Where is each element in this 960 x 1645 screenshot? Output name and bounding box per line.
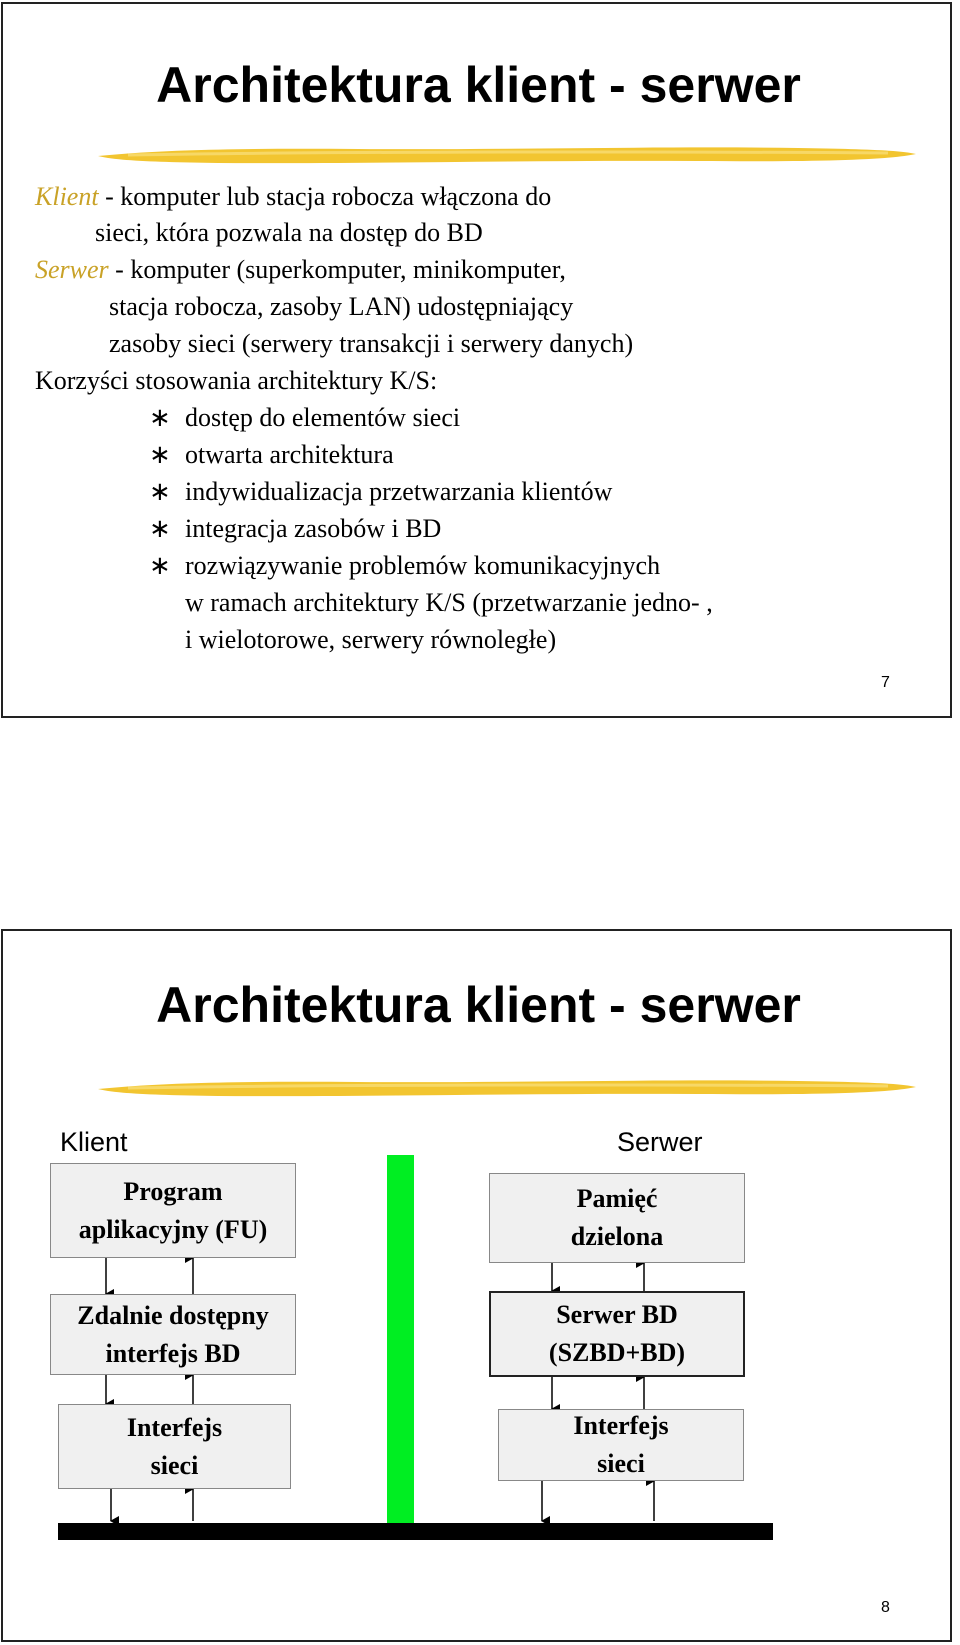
paragraph-line: stacja robocza, zasoby LAN) udostępniający <box>109 292 574 321</box>
slide-7 <box>1 2 952 718</box>
server-box-shared-memory: Pamięć dzielona <box>489 1173 745 1263</box>
client-box-db-interface: Zdalnie dostępny interfejs BD <box>50 1294 296 1375</box>
client-label: Klient <box>60 1127 128 1157</box>
term-serwer: Serwer <box>35 255 109 284</box>
bullet-continuation: i wielotorowe, serwery równoległe) <box>185 625 557 654</box>
highlight-underline <box>98 140 918 170</box>
bullet-marker: ∗ <box>149 477 171 506</box>
bullet-item: indywidualizacja przetwarzania klientów <box>185 477 613 506</box>
server-label: Serwer <box>617 1127 703 1157</box>
architecture-diagram <box>3 931 954 1644</box>
paragraph-line: zasoby sieci (serwery transakcji i serwery danych) <box>109 329 634 358</box>
client-box-application: Program aplikacyjny (FU) <box>50 1163 296 1258</box>
network-line <box>58 1523 773 1540</box>
slide-title: Architektura klient - serwer <box>156 57 801 113</box>
bullet-marker: ∗ <box>149 440 171 469</box>
page-number: 8 <box>881 1599 890 1616</box>
server-box-db-server: Serwer BD (SZBD+BD) <box>489 1291 745 1377</box>
paragraph-line: Korzyści stosowania architektury K/S: <box>35 366 438 395</box>
slide-title: Architektura klient - serwer <box>156 977 801 1033</box>
slide-8 <box>1 929 952 1642</box>
bullet-item: dostęp do elementów sieci <box>185 403 461 432</box>
client-box-network-interface: Interfejs sieci <box>58 1404 291 1489</box>
page-number: 7 <box>881 674 890 691</box>
bullet-marker: ∗ <box>149 551 171 580</box>
green-bus <box>387 1155 414 1523</box>
bullet-marker: ∗ <box>149 514 171 543</box>
paragraph-line: Klient - komputer lub stacja robocza włączona do <box>35 182 552 211</box>
bullet-item: integracja zasobów i BD <box>185 514 442 543</box>
server-box-network-interface: Interfejs sieci <box>498 1409 744 1481</box>
bullet-continuation: w ramach architektury K/S (przetwarzanie jedno- , <box>185 588 713 617</box>
term-klient: Klient <box>35 182 99 211</box>
bullet-item: otwarta architektura <box>185 440 394 469</box>
bullet-item: rozwiązywanie problemów komunikacyjnych <box>185 551 661 580</box>
paragraph-line: sieci, która pozwala na dostęp do BD <box>95 218 483 247</box>
bullet-marker: ∗ <box>149 403 171 432</box>
paragraph-line: Serwer - komputer (superkomputer, minikomputer, <box>35 255 566 284</box>
